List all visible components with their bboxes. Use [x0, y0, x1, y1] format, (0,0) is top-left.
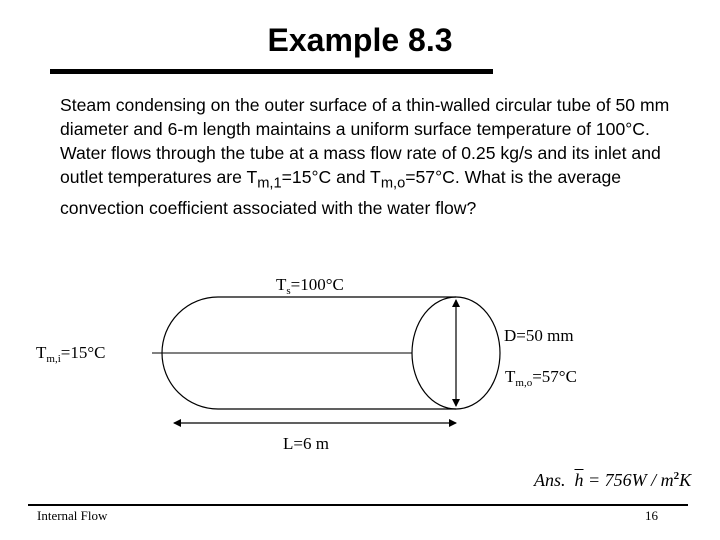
surface-temp-label: $T_s=100^\circ C$ [276, 275, 344, 297]
footer-rule [28, 504, 688, 506]
answer-prefix: Ans. [534, 470, 566, 490]
footer-section-label: Internal Flow [37, 508, 108, 523]
inlet-temp-subscript: m,1 [257, 175, 282, 192]
outlet-temp-label: $T_{m,o}=57^\circ C$ [505, 367, 577, 389]
slide-title: Example 8.3 [267, 22, 453, 58]
answer-unit: K [679, 470, 692, 490]
problem-text-part2: =15°C and T [281, 167, 381, 187]
inlet-temp-label: $T_{m,i}=15^\circ C$ [36, 343, 106, 365]
answer-expression: = 756W / m [583, 470, 674, 490]
page-number: 16 [645, 508, 658, 523]
answer-h-symbol: $\overline{h}$ [574, 470, 584, 490]
diameter-label: D=50 mm [504, 326, 574, 345]
answer-exponent: 2 [673, 470, 680, 482]
length-label: L=6 m [283, 434, 329, 453]
problem-text-part1: Steam condensing on the outer surface of a thin-walled circular tube of 50 mm diameter and 6-m length maintains a uniform surface temperature of 100°C. Water flows through the tube at a mass flow rate of 0.25 kg/s and its inlet and outlet temperatures are T [60, 95, 670, 187]
outlet-temp-subscript: m,o [380, 175, 406, 192]
answer-equation [534, 470, 691, 491]
problem-text-part3: =57°C. What is the average convection coefficient associated with the water flow? [60, 167, 622, 218]
